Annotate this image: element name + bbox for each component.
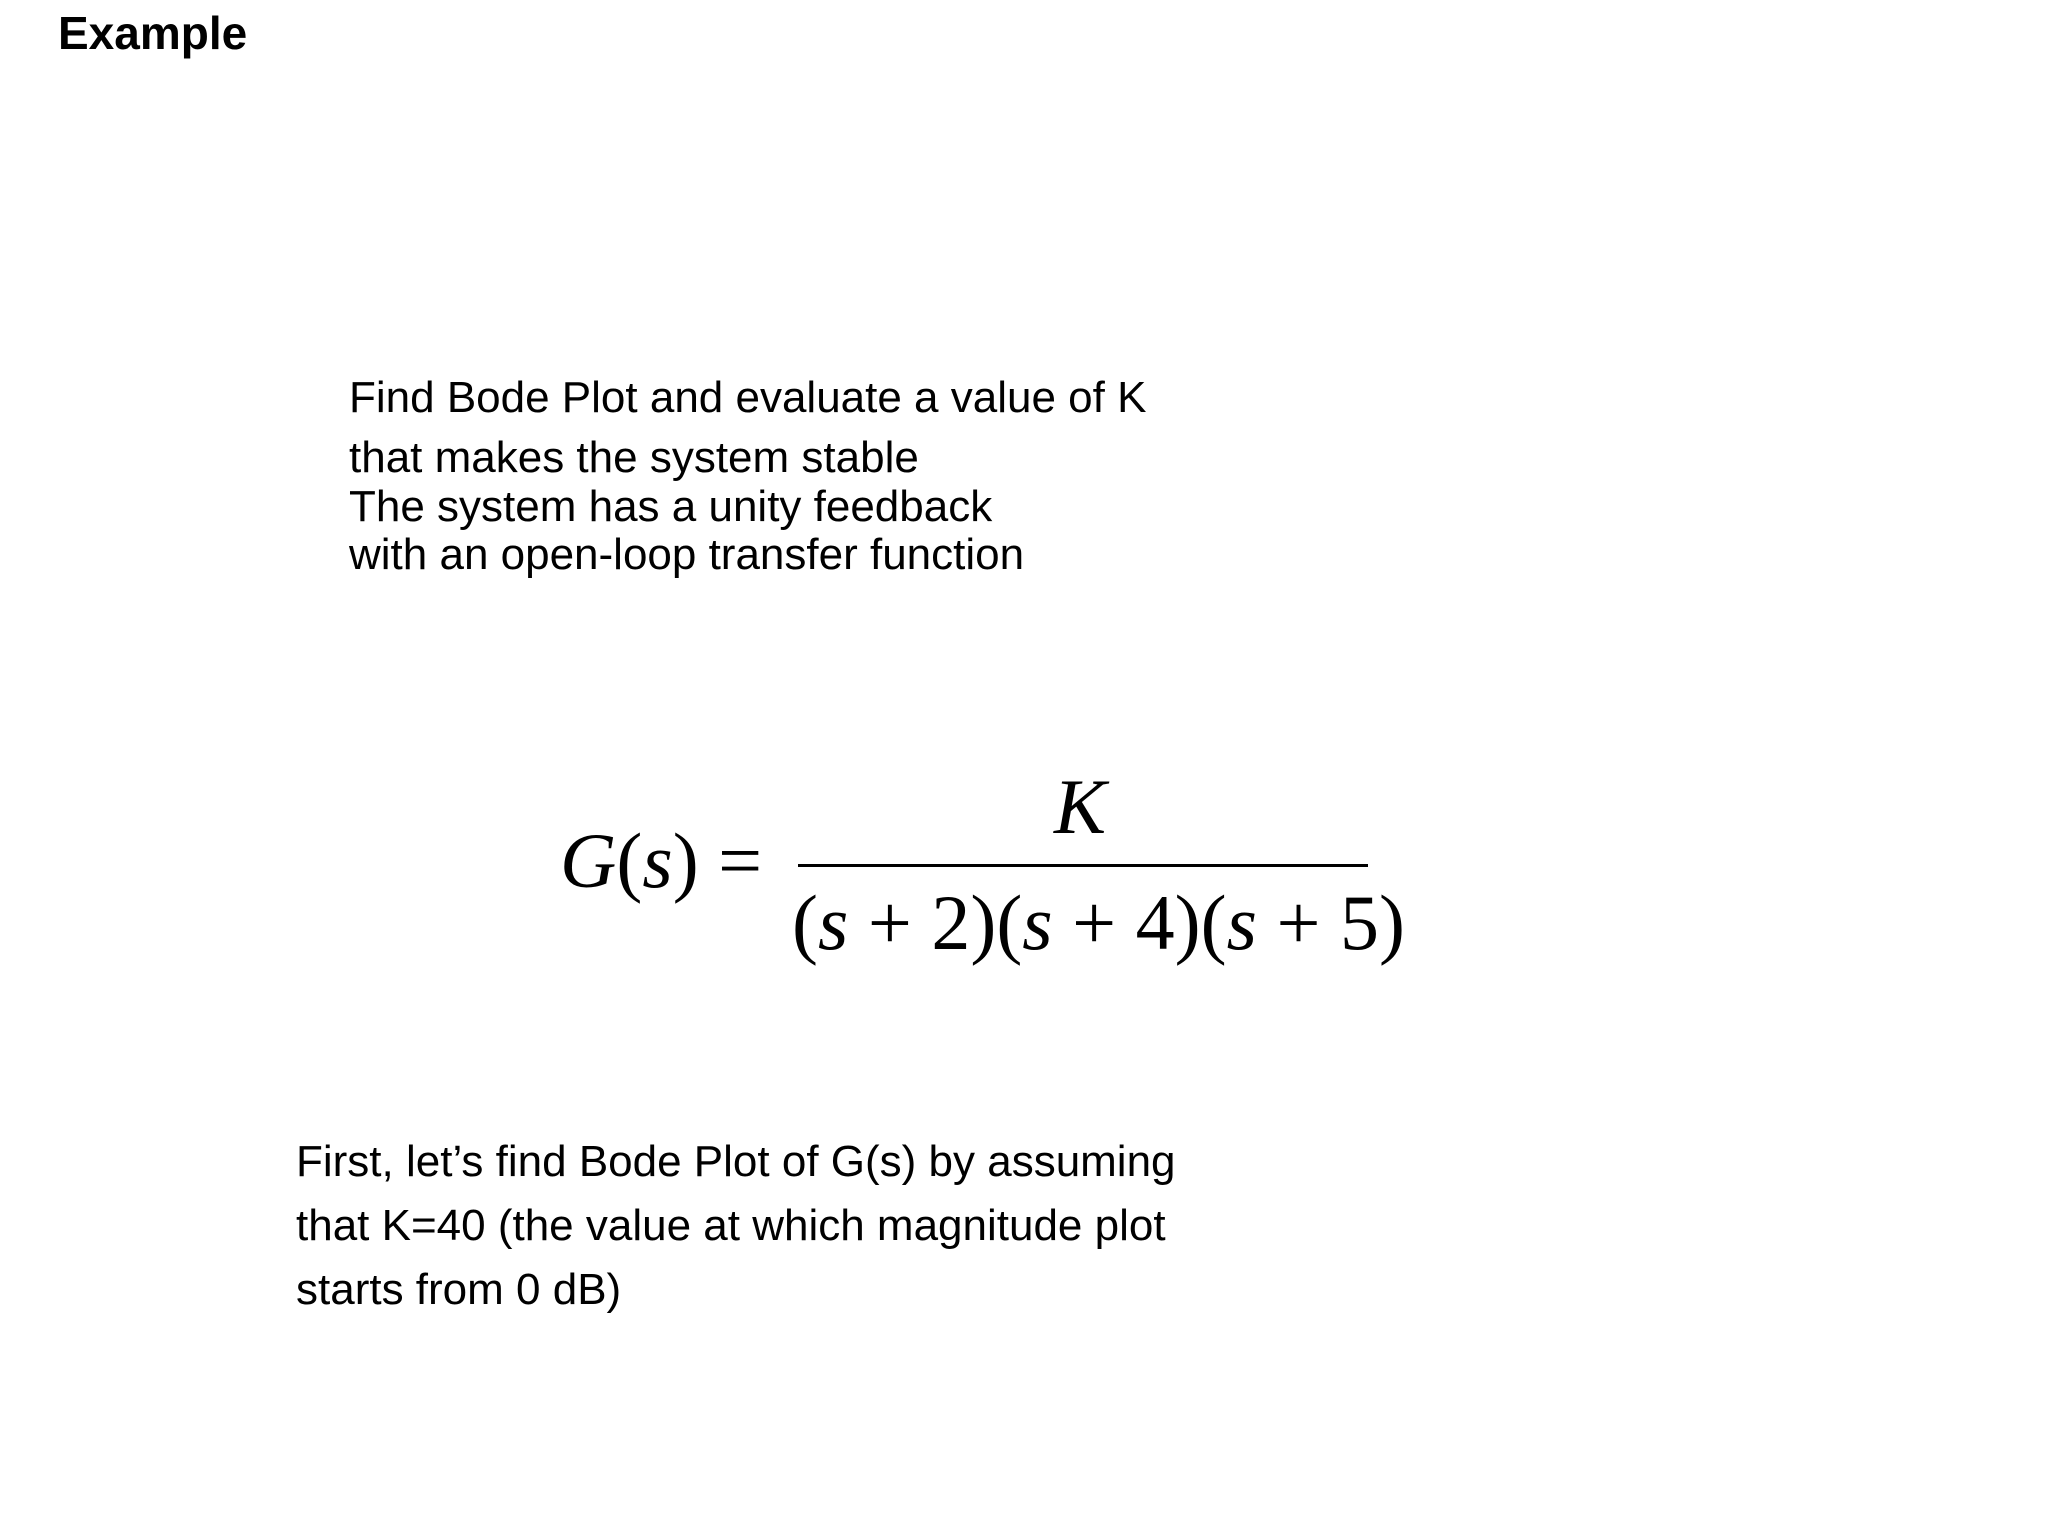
factor-1-rest: + 2) <box>848 879 997 966</box>
factor-2-variable: s <box>1022 879 1053 966</box>
lhs-variable: s <box>642 817 673 904</box>
note-line: that K=40 (the value at which magnitude plot <box>296 1201 1166 1251</box>
fraction-bar <box>798 864 1368 867</box>
function-symbol: G <box>560 817 617 904</box>
note-line: starts from 0 dB) <box>296 1265 622 1315</box>
factor-2-open: ( <box>996 879 1023 966</box>
equals-sign: = <box>698 817 763 904</box>
slide-heading: Example <box>58 7 248 59</box>
equation-lhs <box>560 817 763 904</box>
problem-line: with an open-loop transfer function <box>349 530 1025 580</box>
transfer-function-equation <box>560 760 1410 990</box>
lhs-open-paren: ( <box>616 817 643 904</box>
fraction <box>792 760 1405 990</box>
factor-1-variable: s <box>817 879 849 966</box>
factor-3-open: ( <box>1200 879 1227 966</box>
problem-line: The system has a unity feedback <box>349 481 993 531</box>
problem-statement <box>349 374 1146 580</box>
numerator: K <box>1053 763 1107 850</box>
assumption-note <box>296 1130 1176 1323</box>
factor-2-rest: + 4) <box>1052 879 1201 966</box>
factor-3-variable: s <box>1226 879 1257 966</box>
factor-1-open: ( <box>792 879 818 966</box>
factor-3-rest: + 5) <box>1256 879 1405 966</box>
note-line: First, let’s find Bode Plot of G(s) by assuming <box>296 1137 1176 1186</box>
problem-line: Find Bode Plot and evaluate a value of K <box>349 373 1147 422</box>
denominator <box>792 879 1405 966</box>
lhs-close-paren: ) <box>672 817 699 904</box>
problem-line: that makes the system stable <box>349 433 919 483</box>
